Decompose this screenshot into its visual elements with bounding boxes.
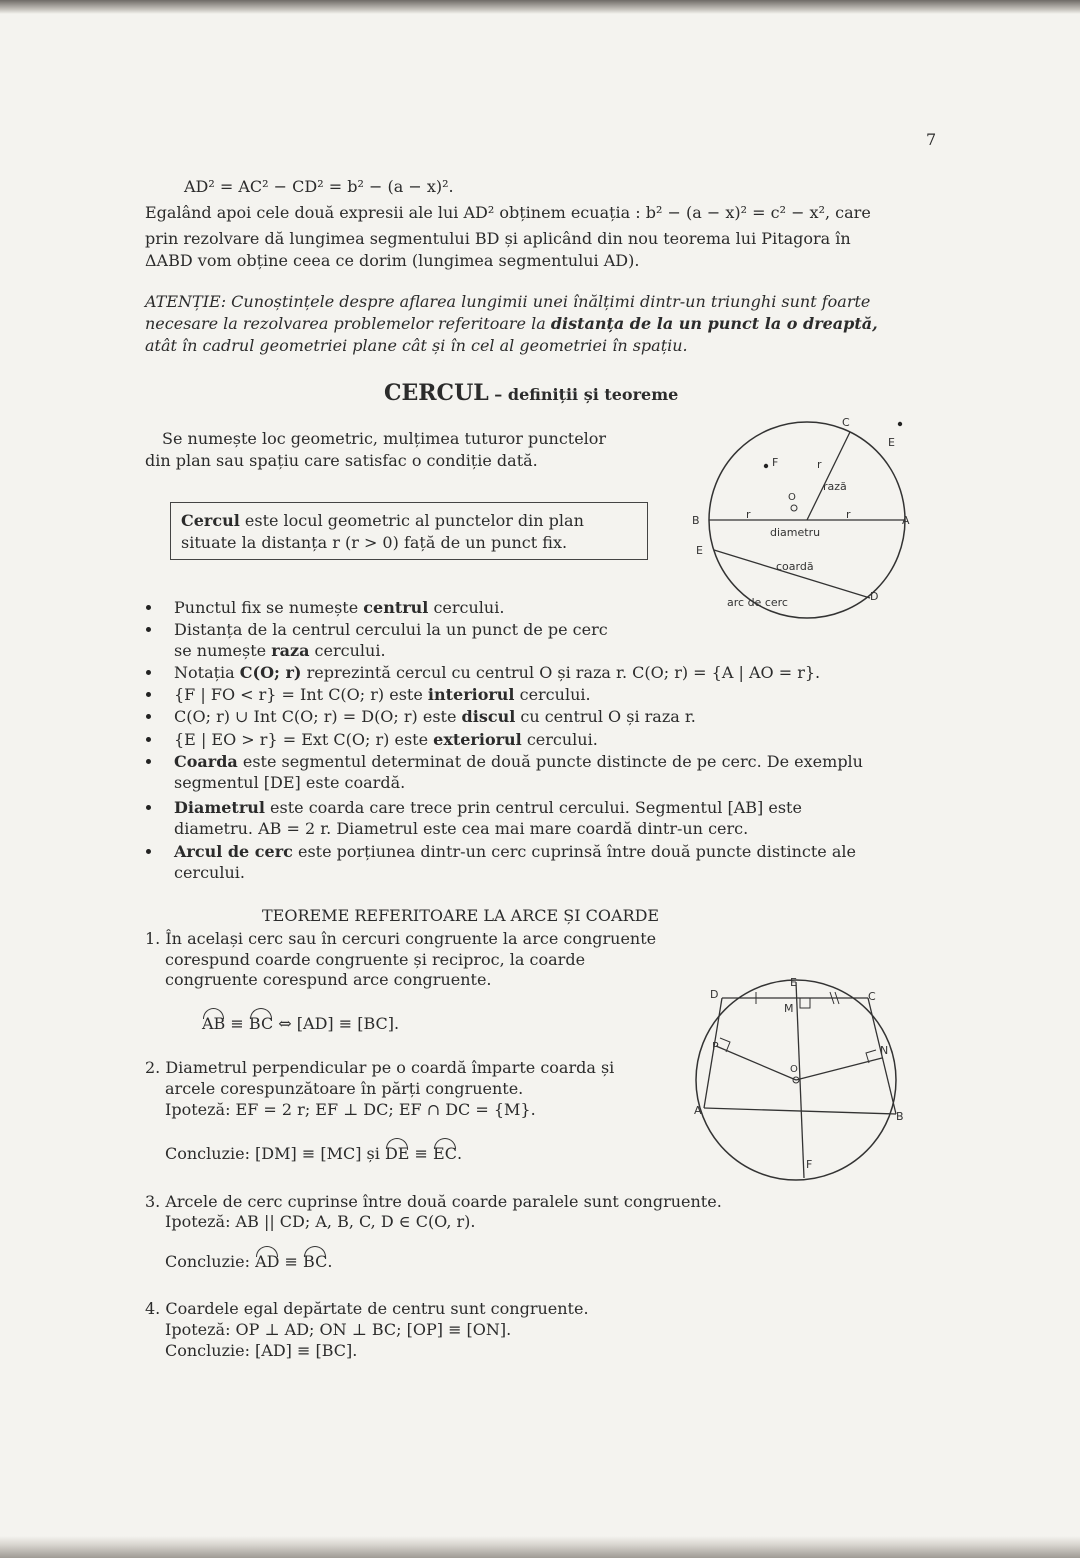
theorem-1-formula: AB ≡ BC ⇔ [AD] ≡ [BC]. <box>202 1014 400 1033</box>
definition-line-2: situate la distanța r (r > 0) față de un punct fix. <box>181 533 568 552</box>
theorem-3-hypothesis: Ipoteză: AB || CD; A, B, C, D ∈ C(O, r). <box>165 1212 476 1231</box>
label-F: F <box>806 1158 813 1171</box>
label-r-radius: r <box>817 458 822 471</box>
label-r-right: r <box>846 508 851 521</box>
label-C: C <box>842 416 850 429</box>
locus-line-2: din plan sau spațiu care satisfac o condiție dată. <box>145 451 538 470</box>
theorem-1-line-2: corespund coarde congruente și reciproc, la coarde <box>165 950 586 969</box>
theorem-1-line-3: congruente corespund arce congruente. <box>165 970 492 989</box>
label-O: O <box>788 492 796 503</box>
label-D: D <box>710 988 719 1001</box>
theorem-4-line-1: 4. Coardele egal depărtate de centru sunt congruente. <box>145 1299 589 1318</box>
label-r-left: r <box>746 508 751 521</box>
bullet-notatia: Notația C(O; r) reprezintă cercul cu centrul O și raza r. C(O; r) = {A | AO = r}. <box>174 663 821 682</box>
label-diametru: diametru <box>770 526 821 539</box>
theorem-2-conclusion: Concluzie: [DM] ≡ [MC] și DE ≡ EC. <box>165 1144 463 1163</box>
label-A: A <box>694 1104 702 1117</box>
label-P: P <box>712 1040 719 1053</box>
bullet-disc: C(O; r) ∪ Int C(O; r) = D(O; r) este discul cu centrul O și raza r. <box>174 707 696 726</box>
bullet-coarda-line-2: segmentul [DE] este coardă. <box>174 773 406 792</box>
center-O <box>791 505 797 511</box>
label-M: M <box>784 1002 794 1015</box>
page-number: 7 <box>926 130 937 149</box>
theorem-3-conclusion: Concluzie: AD ≡ BC. <box>165 1252 333 1271</box>
bullet-exterior: {E | EO > r} = Ext C(O; r) este exteriorul cercului. <box>174 730 598 749</box>
theorem-4-hypothesis: Ipoteză: OP ⊥ AD; ON ⊥ BC; [OP] ≡ [ON]. <box>165 1320 512 1339</box>
page-edge-top <box>0 0 1080 14</box>
theorem-2-line-1: 2. Diametrul perpendicular pe o coardă împarte coarda și <box>145 1058 615 1077</box>
chord-ED <box>714 550 870 598</box>
bullet-dot <box>146 805 151 810</box>
theorem-2-hypothesis: Ipoteză: EF = 2 r; EF ⊥ DC; EF ∩ DC = {M}. <box>165 1100 536 1119</box>
bullet-raza-line-2: se numește raza cercului. <box>174 641 386 660</box>
label-arc-de-cerc: arc de cerc <box>727 596 788 609</box>
label-E: E <box>696 544 703 557</box>
circle-definitions-figure <box>690 410 920 620</box>
atentie-line-3: atât în cadrul geometriei plane cât și în cel al geometriei în spațiu. <box>145 336 688 355</box>
theorem-2-line-2: arcele corespunzătoare în părți congruente. <box>165 1079 524 1098</box>
theorems-heading: TEOREME REFERITOARE LA ARCE ȘI COARDE <box>262 906 660 925</box>
bullet-arc-line-2: cercului. <box>174 863 245 882</box>
locus-line-1: Se numește loc geometric, mulțimea tuturor punctelor <box>162 429 607 448</box>
theorem-1-line-1: 1. În același cerc sau în cercuri congruente la arce congruente <box>145 929 657 948</box>
bullet-raza-line-1: Distanța de la centrul cercului la un punct de pe cerc <box>174 620 608 639</box>
chord-AD <box>704 998 722 1108</box>
definition-line-1: Cercul este locul geometric al punctelor din plan <box>181 511 584 530</box>
label-C: C <box>868 990 876 1003</box>
label-F: F <box>772 456 779 469</box>
label-E-exterior: E <box>888 436 895 449</box>
segment-ON <box>796 1058 882 1080</box>
bullet-dot <box>146 714 151 719</box>
bullet-dot <box>146 692 151 697</box>
radius-OC <box>807 432 850 520</box>
label-E: E <box>790 976 797 989</box>
chord-AB <box>704 1108 896 1114</box>
label-O: O <box>790 1064 798 1075</box>
label-D: D <box>870 590 879 603</box>
label-B: B <box>692 514 700 527</box>
bullet-dot <box>146 627 151 632</box>
intro-line-3: ΔABD vom obține ceea ce dorim (lungimea segmentului AD). <box>145 251 640 270</box>
bullet-dot <box>146 605 151 610</box>
definition-box <box>170 502 648 560</box>
bullet-dot <box>146 759 151 764</box>
right-angle-M <box>800 998 810 1008</box>
theorem-4-conclusion: Concluzie: [AD] ≡ [BC]. <box>165 1341 358 1360</box>
section-title: CERCUL – definiții și teoreme <box>384 380 679 406</box>
page-edge-bottom <box>0 1536 1080 1558</box>
pythagoras-formula: AD² = AC² − CD² = b² − (a − x)². <box>184 177 454 196</box>
segment-OP <box>716 1046 796 1080</box>
point-F <box>764 464 768 468</box>
label-N: N <box>880 1044 889 1057</box>
chord-diameter-figure <box>690 968 910 1180</box>
label-coarda: coardă <box>776 560 814 573</box>
atentie-line-2: necesare la rezolvarea problemelor referitoare la distanța de la un punct la o dreaptă, <box>145 314 878 333</box>
bullet-diametrul-line-1: Diametrul este coarda care trece prin centrul cercului. Segmentul [AB] este <box>174 798 802 817</box>
intro-line-1: Egalând apoi cele două expresii ale lui AD² obținem ecuația : b² − (a − x)² = c² − x², care <box>145 203 871 222</box>
label-B: B <box>896 1110 904 1123</box>
bullet-dot <box>146 737 151 742</box>
bullet-coarda-line-1: Coarda este segmentul determinat de două puncte distincte de pe cerc. De exemplu <box>174 752 863 771</box>
label-raza: rază <box>823 480 847 493</box>
bullet-diametrul-line-2: diametru. AB = 2 r. Diametrul este cea mai mare coardă dintr-un cerc. <box>174 819 749 838</box>
bullet-dot <box>146 849 151 854</box>
theorem-3-line-1: 3. Arcele de cerc cuprinse între două coarde paralele sunt congruente. <box>145 1192 722 1211</box>
atentie-line-1: ATENȚIE: Cunoștințele despre aflarea lungimii unei înălțimi dintr-un triunghi sunt foarte <box>145 292 871 311</box>
bullet-centrul: Punctul fix se numește centrul cercului. <box>174 598 505 617</box>
point-E-exterior <box>898 422 902 426</box>
intro-line-2: prin rezolvare dă lungimea segmentului BD și aplicând din nou teorema lui Pitagora în <box>145 229 851 248</box>
label-A: A <box>902 514 910 527</box>
bullet-arc-line-1: Arcul de cerc este porțiunea dintr-un cerc cuprinsă între două puncte distincte ale <box>174 842 856 861</box>
bullet-interior: {F | FO < r} = Int C(O; r) este interiorul cercului. <box>174 685 591 704</box>
bullet-dot <box>146 670 151 675</box>
